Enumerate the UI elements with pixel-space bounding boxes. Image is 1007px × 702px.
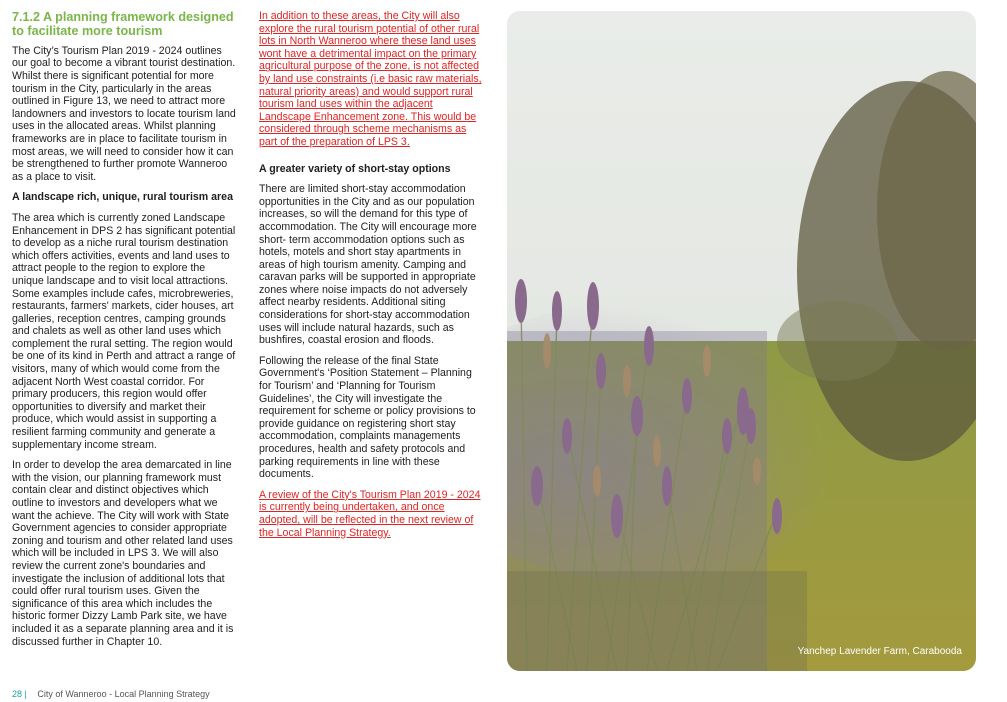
page-footer (12, 689, 210, 700)
landscape-subheading: A landscape rich, unique, rural tourism area (12, 191, 233, 204)
photo-caption: Yanchep Lavender Farm, Carabooda (797, 646, 962, 657)
landscape-paragraph-2: In order to develop the area demarcated in line with the vision, our planning framework must contain clear and distinct objectives which outline to investors and developers what we want the achieve. The City will work with State Government agencies to consider appropriate zoning and tourism and other related land uses which will be included in LPS 3. We will also review the current zone's boundaries and investigate the inclusion of additional lots that could offer rural tourism uses. Given the significance of this area which includes the historic former Dizzy Lamb Park site, we have included it as a separate planning area and it is discussed further in Chapter 10. (12, 459, 234, 648)
tracked-change-paragraph-tourism-plan: A review of the City's Tourism Plan 2019 - 2024 is currently being undertaken, and once adopted, will be reflected in the next review of the Local Planning Strategy. (259, 488, 481, 539)
short-stay-subheading: A greater variety of short-stay options (259, 162, 451, 175)
middle-column (259, 10, 487, 547)
page-number: 28 | (12, 689, 27, 699)
lavender-farm-photo (507, 11, 976, 671)
intro-paragraph: The City’s Tourism Plan 2019 - 2024 outlines our goal to become a vibrant tourist destination. Whilst there is significant potential for more tourism in the City, particularly in the areas outlined in Figure 13, we need to attract more landowners and investors to locate tourism land uses in the allocated areas. Whilst planning frameworks are in place to facilitate tourism in most areas, we will need to consider how it can be strengthened to further promote Wanneroo as a place to visit. (12, 44, 236, 183)
short-stay-paragraph-1: There are limited short-stay accommodation opportunities in the City and as our population increases, so will the demand for this type of accommodation. The City will encourage more short- term accommodation options such as hotels, motels and short stay apartments in areas of high tourism amenity. Camping and caravan parks will be supported in appropriate zones where noise impacts do not adversely affect nearby residents. Additional siting considerations for short-stay accommodation uses will include natural hazards, such as bushfires, coastal erosion and floods. (259, 183, 477, 347)
short-stay-paragraph-2: Following the release of the final State Government's ‘Position Statement – Planning for Tourism’ and ‘Planning for Tourism Guidelines’, the City will investigate the requirement for scheme or policy provisions to provide guidance on registering short stay accommodation, complaints managements procedures, health and safety protocols and parking requirements in line with these documents. (259, 354, 476, 481)
section-heading: 7.1.2 A planning framework designed to facilitate more tourism (12, 10, 234, 39)
lavender-field-illustration (507, 11, 976, 671)
landscape-paragraph-1: The area which is currently zoned Landscape Enhancement in DPS 2 has significant potential to develop as a niche rural tourism destination which offers activities, events and land uses to attract people to the region to explore the unique landscape and to visit local attractions. Some examples include cafes, microbreweries, restaurants, farmers' markets, cider houses, art galleries, reception centres, camping grounds and chalets as well as other land uses which complement the rural setting. The region would be one of its kind in Perth and attract a range of visitors, many of which would come from the adjacent North West coastal corridor. For primary producers, this region would offer opportunities to diversify and market their produce, which would assist in supporting a resilient farming community and generate a supplementary income stream. (12, 211, 236, 451)
tracked-change-paragraph-rural-lots: In addition to these areas, the City will also explore the rural tourism potential of other rural lots in North Wanneroo where these land uses wont have a detrimental impact on the primary agricultural purpose of the zone, is not affected by land use constraints (i.e basic raw materials, natural priority areas) and would support rural tourism land uses within the adjacent Landscape Enhancement zone. This would be considered through scheme mechanisms as part of the preparation of LPS 3. (259, 10, 482, 148)
left-column (12, 10, 238, 656)
document-title: City of Wanneroo - Local Planning Strategy (37, 689, 210, 699)
